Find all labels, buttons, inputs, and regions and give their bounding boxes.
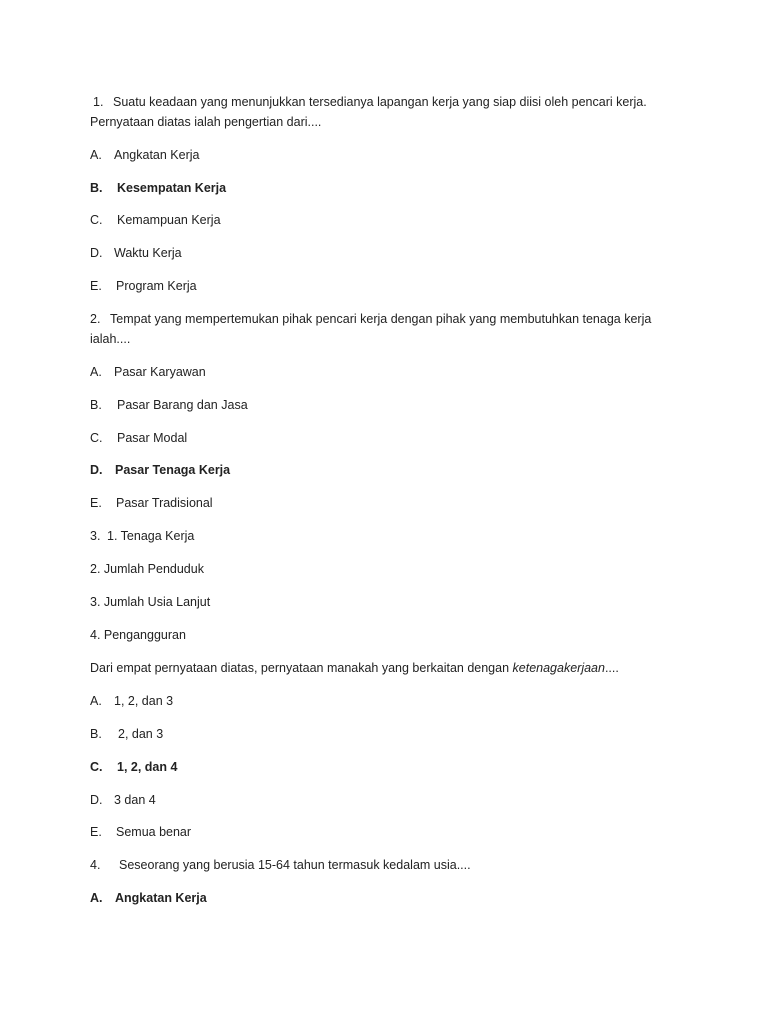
question-1-number: 1. <box>93 95 104 109</box>
option-letter: B. <box>90 727 102 741</box>
option-letter: E. <box>90 279 102 293</box>
option-letter: E. <box>90 496 102 510</box>
option-letter: C. <box>90 760 103 774</box>
option-text: Waktu Kerja <box>114 246 182 260</box>
option-text: Pasar Tradisional <box>116 496 213 510</box>
option <box>90 147 199 163</box>
question-2-stem <box>90 311 651 327</box>
option-text: Pasar Modal <box>117 431 188 445</box>
option <box>90 212 221 228</box>
option-text: 2, dan 3 <box>118 727 164 741</box>
option <box>90 495 213 511</box>
option <box>90 890 207 906</box>
option <box>90 180 226 196</box>
question-3-prompt <box>90 660 619 676</box>
option-letter: D. <box>90 246 103 260</box>
option-text: Pasar Barang dan Jasa <box>117 398 248 412</box>
option-letter: B. <box>90 398 102 412</box>
question-2-stem-cont: ialah.... <box>90 332 131 346</box>
option-text: Angkatan Kerja <box>115 891 207 905</box>
option <box>90 824 191 840</box>
prompt-ellipsis: .... <box>604 661 619 675</box>
option <box>90 245 182 261</box>
option-text: Semua benar <box>116 825 192 839</box>
option <box>90 792 156 808</box>
option-text: Kemampuan Kerja <box>117 213 221 227</box>
question-3-item: 1. Tenaga Kerja <box>107 529 195 543</box>
option-letter: C. <box>90 213 103 227</box>
option-text: 1, 2, dan 3 <box>114 694 174 708</box>
option-letter: D. <box>90 793 103 807</box>
option-text: 3 dan 4 <box>114 793 156 807</box>
question-2-number: 2. <box>90 312 101 326</box>
question-4-stem <box>90 857 471 873</box>
option-letter: A. <box>90 694 102 708</box>
option-letter: A. <box>90 365 102 379</box>
option-letter: A. <box>90 891 103 905</box>
option-text: Pasar Tenaga Kerja <box>115 463 231 477</box>
option-letter: A. <box>90 148 102 162</box>
option <box>90 693 173 709</box>
option-letter: D. <box>90 463 103 477</box>
question-2-text: Tempat yang mempertemukan pihak pencari kerja dengan pihak yang membutuhkan tenaga kerja <box>110 312 652 326</box>
prompt-italic-term: ketenagakerjaan <box>512 661 605 675</box>
option-text: 1, 2, dan 4 <box>117 760 178 774</box>
question-1-stem-cont: Pernyataan diatas ialah pengertian dari.... <box>90 115 322 129</box>
question-3-item: 3. Jumlah Usia Lanjut <box>90 595 211 609</box>
option <box>90 759 177 775</box>
question-3-stem <box>90 528 194 544</box>
question-4-number: 4. <box>90 858 101 872</box>
option-letter: E. <box>90 825 102 839</box>
option-text: Angkatan Kerja <box>114 148 200 162</box>
question-1-text: Suatu keadaan yang menunjukkan tersedianya lapangan kerja yang siap diisi oleh pencari kerja. <box>113 95 647 109</box>
prompt-text: Dari empat pernyataan diatas, pernyataan manakah yang berkaitan dengan <box>90 661 513 675</box>
option-text: Pasar Karyawan <box>114 365 206 379</box>
option <box>90 462 230 478</box>
option-text: Program Kerja <box>116 279 197 293</box>
option <box>90 430 187 446</box>
option <box>90 364 206 380</box>
question-3-item: 2. Jumlah Penduduk <box>90 562 204 576</box>
option-letter: B. <box>90 181 103 195</box>
option <box>90 278 197 294</box>
option-letter: C. <box>90 431 103 445</box>
question-3-item: 4. Pengangguran <box>90 628 186 642</box>
question-3-number: 3. <box>90 529 101 543</box>
question-4-text: Seseorang yang berusia 15-64 tahun termasuk kedalam usia.... <box>119 858 471 872</box>
option-text: Kesempatan Kerja <box>117 181 227 195</box>
question-1-stem <box>93 94 647 110</box>
option <box>90 397 248 413</box>
option <box>90 726 163 742</box>
